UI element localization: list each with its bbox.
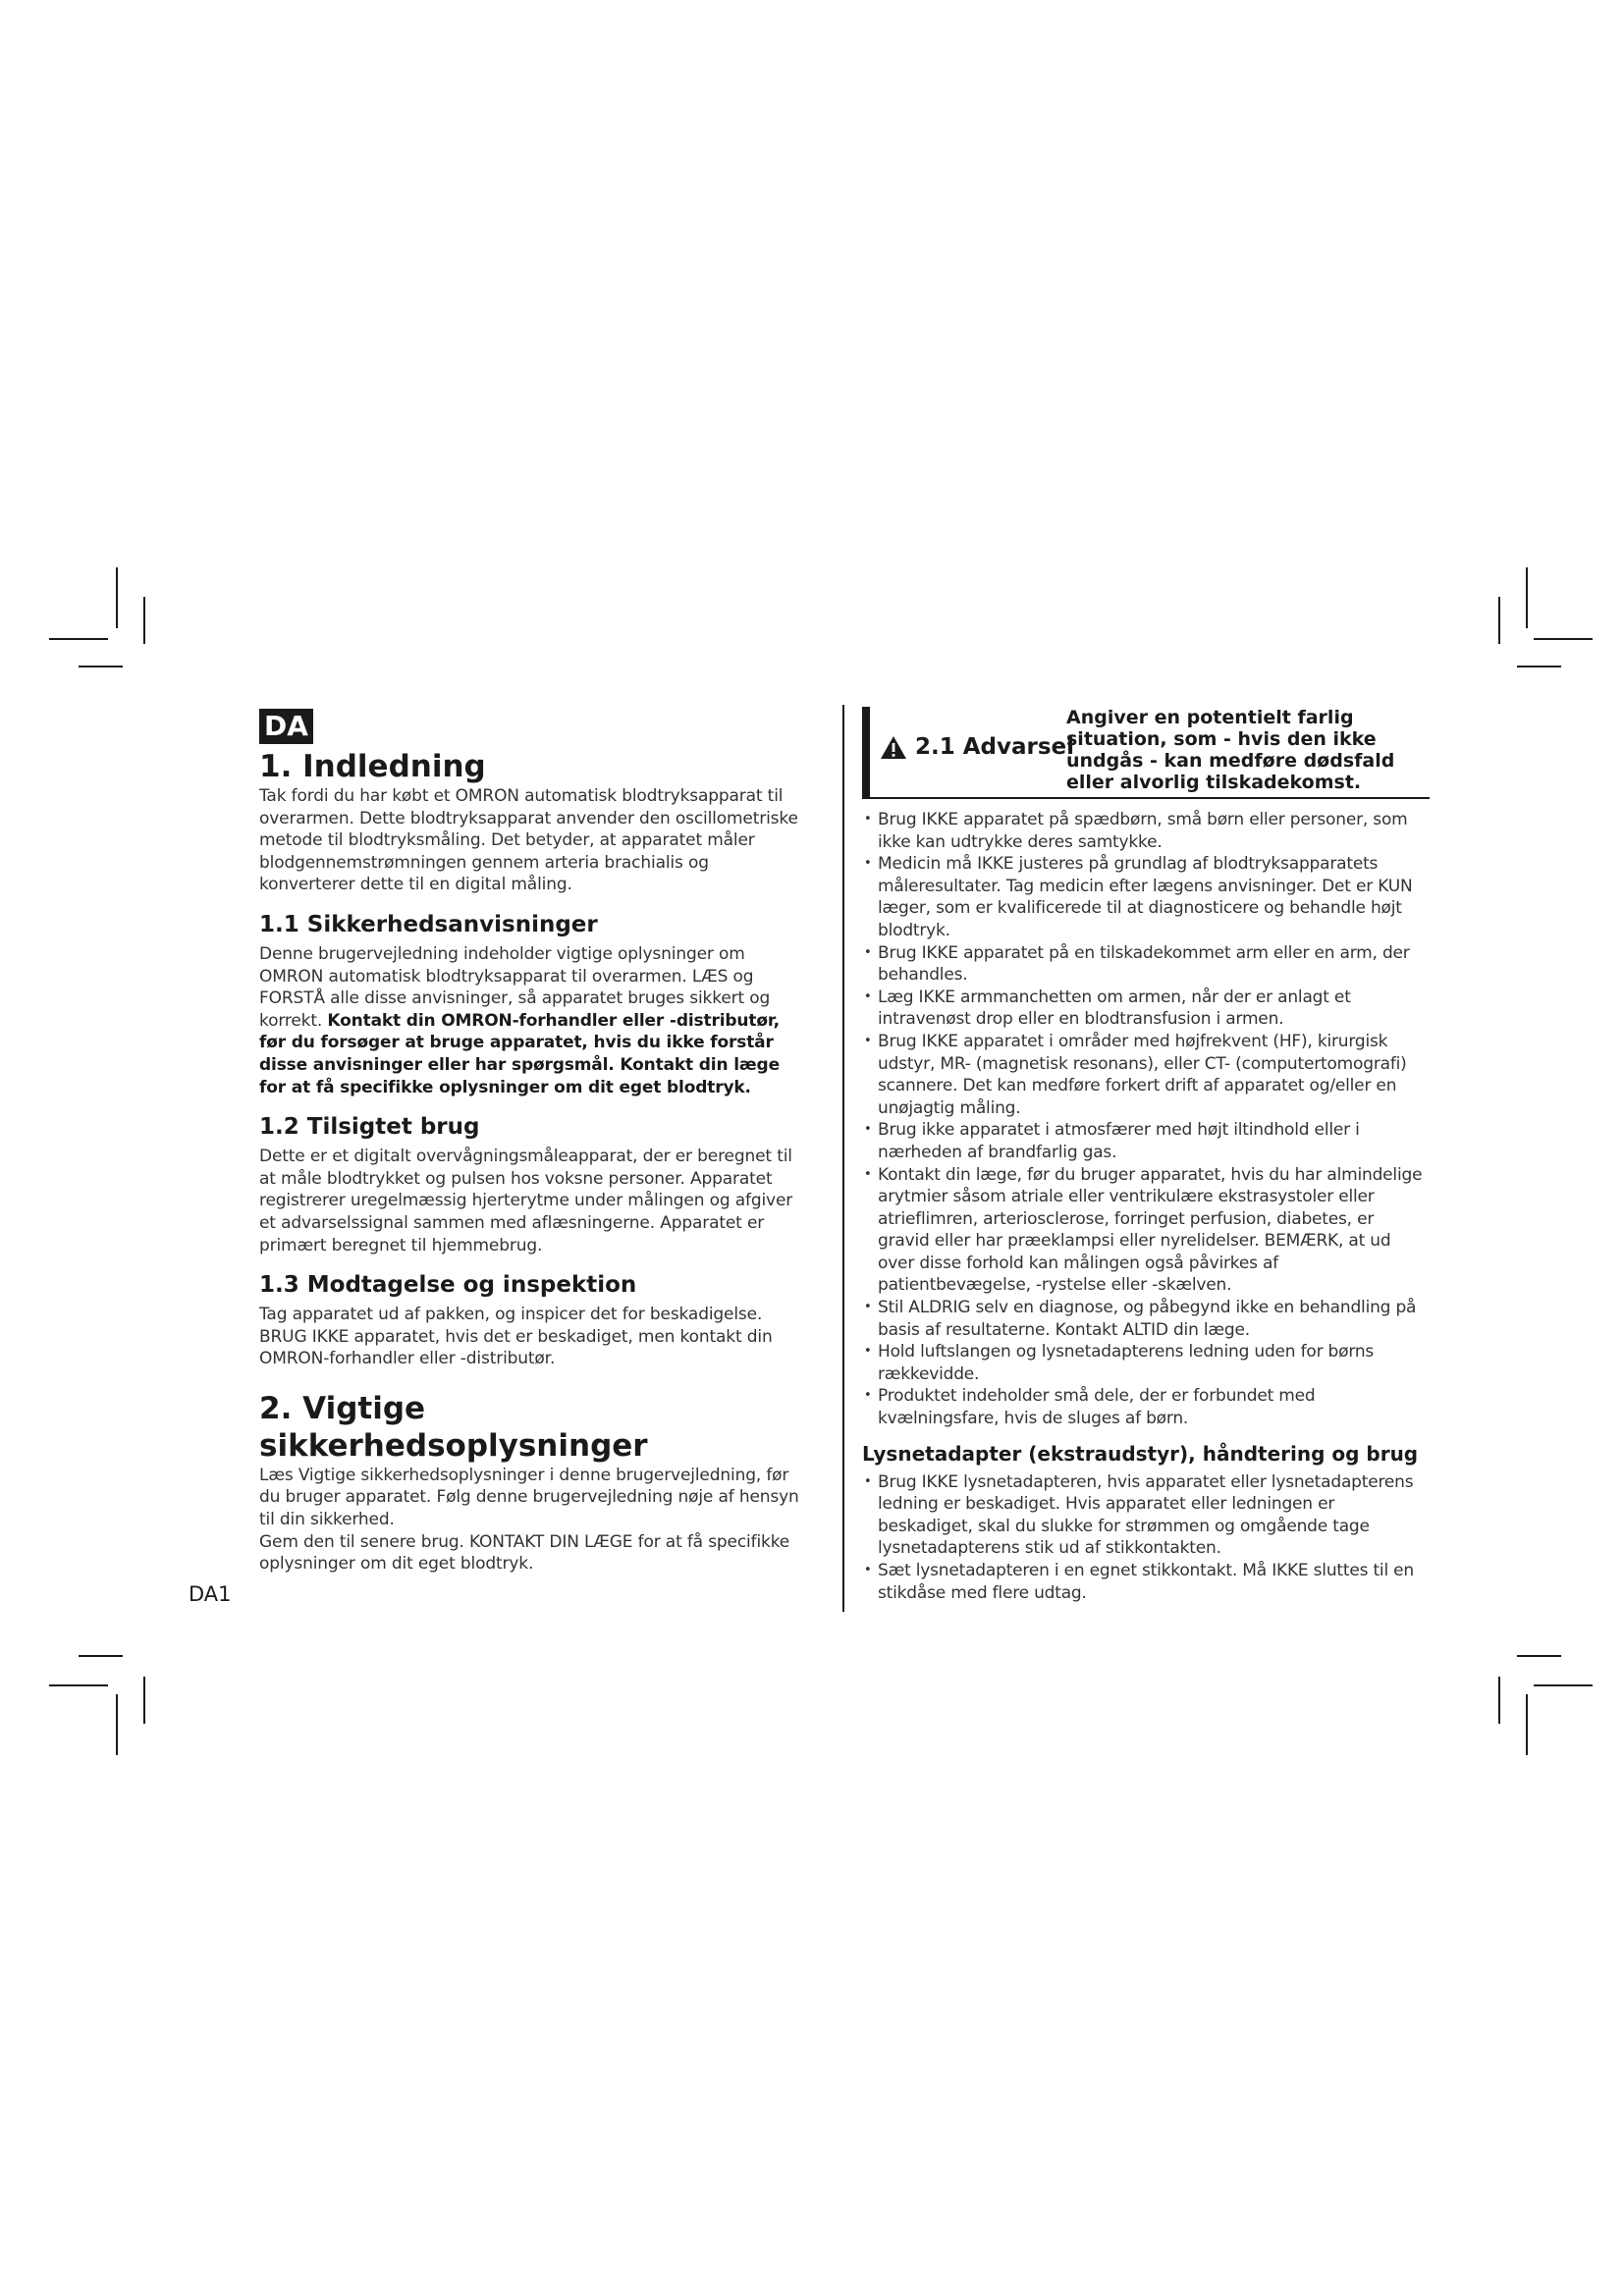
section-1-3-title: 1.3 Modtagelse og inspektion (259, 1272, 637, 1299)
list-item: • Sæt lysnetadapteren i en egnet stikkontakt. Må IKKE sluttes til en stikdåse med flere udtag. (862, 1560, 1430, 1604)
crop-mark (1534, 638, 1593, 640)
adapter-section-title: Lysnetadapter (ekstraudstyr), håndtering og brug (862, 1441, 1419, 1466)
section-1-1-bold-text: Kontakt din OMRON-forhandler eller -distributør, før du forsøger at bruge apparatet, hvis du ikke forstår disse anvisninger eller har spørgsmål. Kontakt din læge for at få specifikke oplysninger om dit eget blodtryk. (259, 1010, 780, 1097)
page-number: DA1 (189, 1582, 232, 1606)
section-1-title: 1. Indledning (259, 749, 486, 784)
section-1-body: Tak fordi du har købt et OMRON automatisk blodtryksapparat til overarmen. Dette blodtryksapparat anvender den oscillometriske metode til blodtryksmåling. Det betyder, at apparatet måler blodgennemstrømningen gennem arteria brachialis og konverterer dette til en digital måling. (259, 786, 798, 895)
list-item: • Medicin må IKKE justeres på grundlag af blodtryksapparatets måleresultater. Tag medicin efter lægens anvisninger. Det er KUN læger, som er kvalificerede til at diagnosticere og behandle højt blodtryk. (862, 853, 1430, 941)
crop-mark (1534, 1684, 1593, 1686)
crop-mark (1526, 1694, 1528, 1755)
crop-mark (1498, 597, 1500, 644)
list-item: • Stil ALDRIG selv en diagnose, og påbegynd ikke en behandling på basis af resultaterne. Kontakt ALTID din læge. (862, 1297, 1430, 1341)
list-item: • Brug IKKE apparatet i områder med højfrekvent (HF), kirurgisk udstyr, MR- (magnetisk resonans), eller CT- (computertomografi) scannere. Det kan medføre forkert drift af apparatet og/eller en unøjagtig måling. (862, 1031, 1430, 1119)
list-item: • Brug IKKE apparatet på en tilskadekommet arm eller en arm, der behandles. (862, 942, 1430, 987)
left-column (259, 748, 809, 1575)
crop-mark (79, 1655, 123, 1657)
warning-description: Angiver en potentielt farlig situation, som - hvis den ikke undgås - kan medføre dødsfald eller alvorlig tilskadekomst. (1066, 707, 1395, 793)
crop-mark (49, 638, 108, 640)
crop-mark (1517, 666, 1561, 667)
list-item: • Brug IKKE lysnetadapteren, hvis apparatet eller lysnetadapterens ledning er beskadiget. Hvis apparatet eller ledningen er beskadiget, skal du slukke for strømmen og omgående tage lysnetadapterens stik ud af stikkontakten. (862, 1471, 1430, 1560)
section-2-title: 2. Vigtige sikkerhedsoplysninger (259, 1390, 648, 1464)
section-1-2-body: Dette er et digitalt overvågningsmåleapparat, der er beregnet til at måle blodtrykket og pulsen hos voksne personer. Apparatet registrerer uregelmæssig hjerterytme under målingen og afgiver et advarselssignal sammen med aflæsningerne. Apparatet er primært beregnet til hjemmebrug. (259, 1147, 793, 1255)
section-1-1-body (259, 943, 809, 1098)
language-tag: DA (259, 709, 313, 744)
crop-mark (143, 597, 145, 644)
list-item: • Brug IKKE apparatet på spædbørn, små børn eller personer, som ikke kan udtrykke deres samtykke. (862, 809, 1430, 853)
section-1-2-title: 1.2 Tilsigtet brug (259, 1114, 480, 1141)
section-2-body-1: Læs Vigtige sikkerhedsoplysninger i denne brugervejledning, før du bruger apparatet. Følg denne brugervejledning nøje af hensyn til din sikkerhed. (259, 1465, 799, 1530)
warning-label-text: 2.1 Advarsel (915, 734, 1075, 760)
right-column (862, 707, 1430, 1604)
list-item: • Brug ikke apparatet i atmosfærer med højt iltindhold eller i nærheden af brandfarlig gas. (862, 1119, 1430, 1163)
warning-label (880, 734, 1074, 760)
crop-mark (1498, 1677, 1500, 1724)
warning-header (862, 707, 1430, 799)
list-item: • Kontakt din læge, før du bruger apparatet, hvis du har almindelige arytmier såsom atriale eller ventrikulære ekstrasystoler eller atrieflimren, arteriosclerose, forringet perfusion, diabetes, er gravid eller har præeklampsi eller nyrelidelser. BEMÆRK, at ud over disse forhold kan målingen også påvirkes af patientbevægelse, -rystelse eller -skælven. (862, 1164, 1430, 1298)
section-2-body-2: Gem den til senere brug. KONTAKT DIN LÆGE for at få specifikke oplysninger om dit eget blodtryk. (259, 1531, 790, 1575)
warning-triangle-icon (880, 735, 907, 760)
section-1-1-title: 1.1 Sikkerhedsanvisninger (259, 911, 598, 937)
crop-mark (143, 1677, 145, 1724)
adapter-list (862, 1471, 1430, 1605)
warning-underline (862, 797, 1430, 799)
crop-mark (1517, 1655, 1561, 1657)
section-1-3-body: Tag apparatet ud af pakken, og inspicer det for beskadigelse. BRUG IKKE apparatet, hvis det er beskadiget, men kontakt din OMRON-forhandler eller -distributør. (259, 1305, 773, 1369)
crop-mark (1526, 567, 1528, 628)
list-item: • Produktet indeholder små dele, der er forbundet med kvælningsfare, hvis de sluges af børn. (862, 1385, 1430, 1429)
crop-mark (49, 1684, 108, 1686)
list-item: • Læg IKKE armmanchetten om armen, når der er anlagt et intravenøst drop eller en blodtransfusion i armen. (862, 987, 1430, 1031)
warning-bar (862, 707, 870, 799)
column-divider (842, 705, 844, 1612)
crop-mark (79, 666, 123, 667)
warning-list (862, 809, 1430, 1430)
section-1-1-text: Denne brugervejledning indeholder vigtige oplysninger om OMRON automatisk blodtryksapparat til overarmen. LÆS og FORSTÅ alle disse anvisninger, så apparatet bruges sikkert og korrekt. (259, 943, 771, 1031)
list-item: • Hold luftslangen og lysnetadapterens ledning uden for børns rækkevidde. (862, 1341, 1430, 1385)
crop-mark (116, 1694, 118, 1755)
crop-mark (116, 567, 118, 628)
